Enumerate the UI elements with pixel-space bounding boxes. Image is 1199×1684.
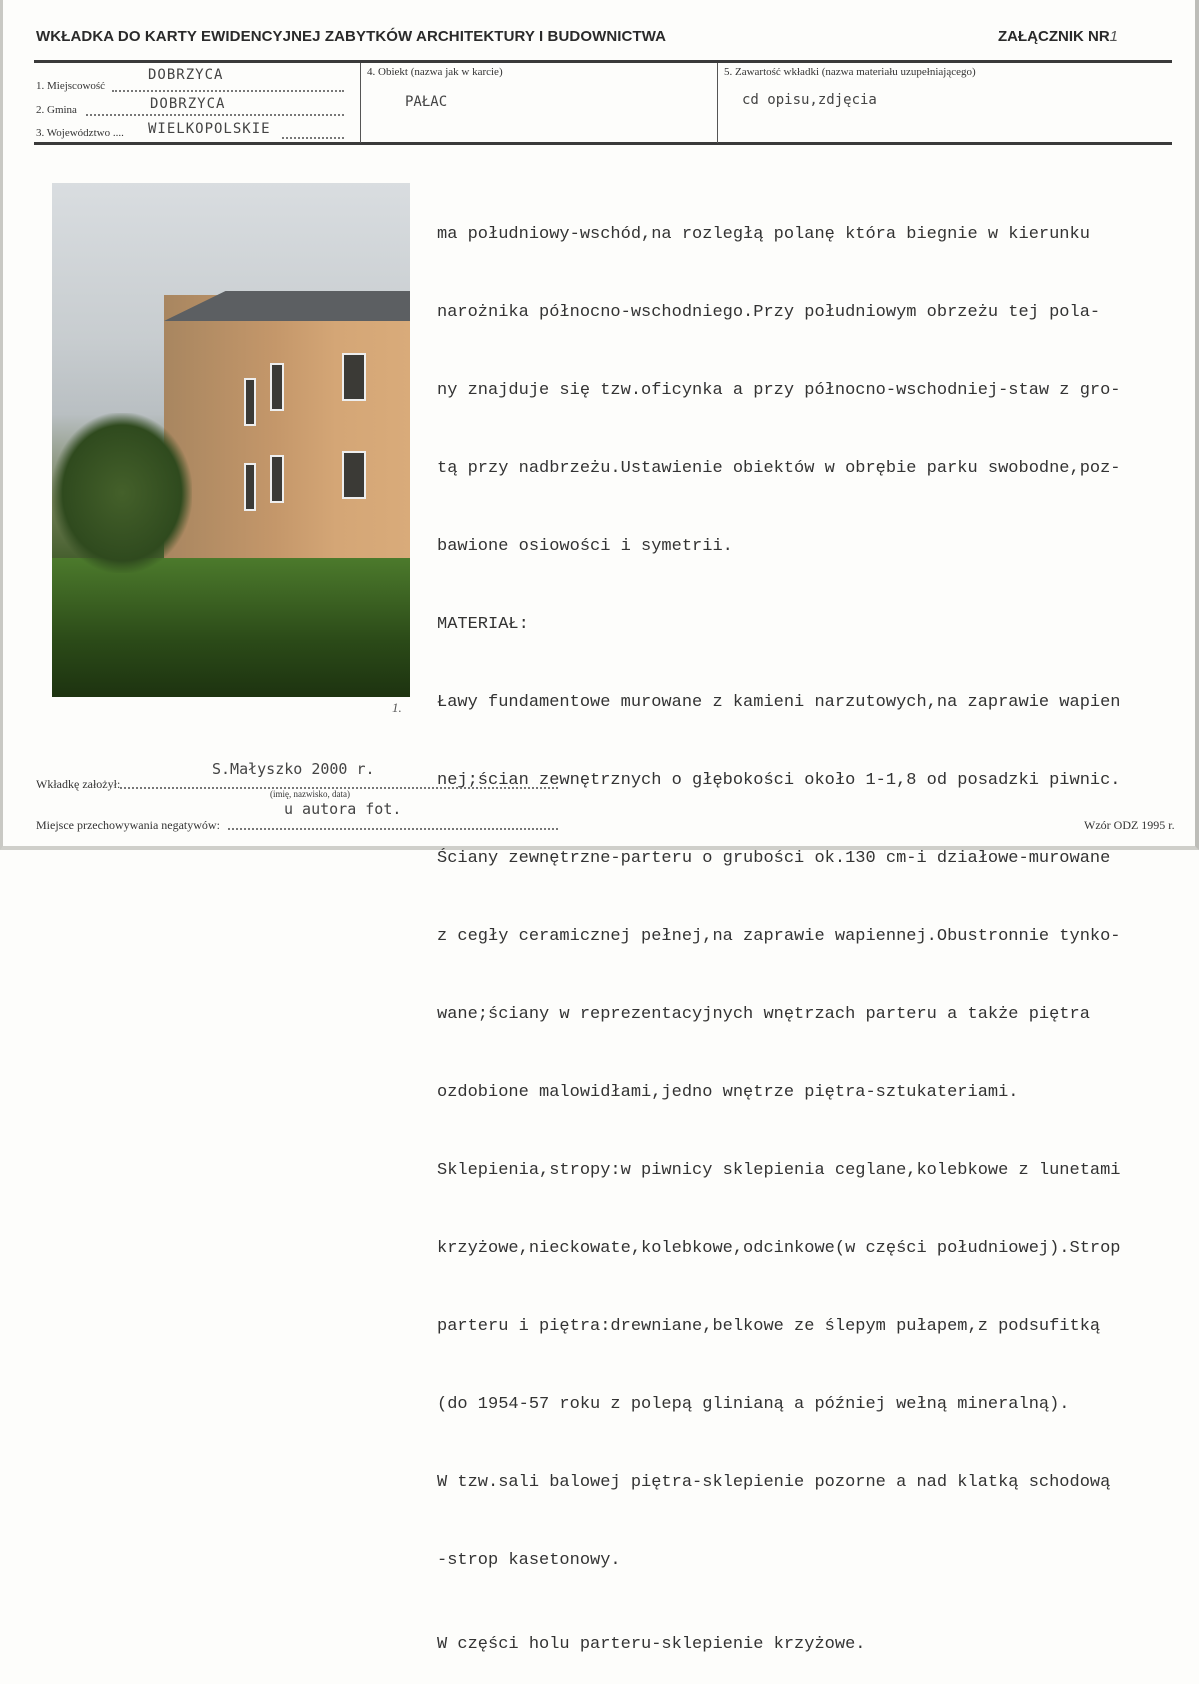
header-top-rule xyxy=(34,60,1172,63)
text-line: krzyżowe,nieckowate,kolebkowe,odcinkowe(w części południowej).Strop xyxy=(437,1239,1121,1258)
object-value: PAŁAC xyxy=(405,94,448,110)
locality-value: DOBRZYCA xyxy=(148,67,224,83)
photo-window xyxy=(244,378,256,426)
text-line: Ściany zewnętrzne-parteru o grubości ok.130 cm-i działowe-murowane xyxy=(437,849,1111,868)
form-version: Wzór ODZ 1995 r. xyxy=(1084,818,1175,832)
voivodeship-label: 3. Województwo .... xyxy=(36,127,124,139)
text-line: ma południowy-wschód,na rozległą polanę która biegnie w kierunku xyxy=(437,225,1090,244)
text-line: -strop kasetonowy. xyxy=(437,1551,621,1570)
voivodeship-dots xyxy=(282,137,344,139)
photo-window xyxy=(342,353,366,401)
text-line: z cegły ceramicznej pełnej,na zaprawie wapiennej.Obustronnie tynko- xyxy=(437,927,1121,946)
photo-lawn xyxy=(52,558,410,697)
text-line: tą przy nadbrzeżu.Ustawienie obiektów w obrębie parku swobodne,poz- xyxy=(437,459,1121,478)
text-line: ozdobione malowidłami,jedno wnętrze piętra-sztukateriami. xyxy=(437,1083,1019,1102)
photo-window xyxy=(270,455,284,503)
text-line: narożnika północno-wschodniego.Przy południowym obrzeżu tej pola- xyxy=(437,303,1101,322)
negatives-label: Miejsce przechowywania negatywów: xyxy=(36,818,220,832)
author-value: S.Małyszko 2000 r. xyxy=(212,760,375,778)
text-line: (do 1954-57 roku z polepą glinianą a później wełną mineralną). xyxy=(437,1395,1070,1414)
author-hint: (imię, nazwisko, data) xyxy=(270,789,350,799)
description-text xyxy=(437,170,1121,1684)
negatives-value: u autora fot. xyxy=(284,800,402,818)
contents-label: 5. Zawartość wkładki (nazwa materiału uzupełniającego) xyxy=(724,66,976,78)
commune-value: DOBRZYCA xyxy=(150,96,226,112)
text-line: nej;ścian zewnętrznych o głębokości około 1-1,8 od posadzki piwnic. xyxy=(437,771,1121,790)
author-label: Wkładkę założył: xyxy=(36,777,121,791)
text-line: ny znajduje się tzw.oficynka a przy północno-wschodniej-staw z gro- xyxy=(437,381,1121,400)
text-line: bawione osiowości i symetrii. xyxy=(437,537,733,556)
voivodeship-value: WIELKOPOLSKIE xyxy=(148,121,271,137)
annex-label xyxy=(998,28,1118,45)
text-line: wane;ściany w reprezentacyjnych wnętrzach parteru a także piętra xyxy=(437,1005,1090,1024)
annex-number: 1 xyxy=(1109,28,1118,45)
negatives-dots xyxy=(228,828,558,830)
text-line: parteru i piętra:drewniane,belkowe ze ślepym pułapem,z podsufitką xyxy=(437,1317,1101,1336)
column-divider xyxy=(360,63,361,143)
column-divider xyxy=(717,63,718,143)
text-line: W części holu parteru-sklepienie krzyżowe. xyxy=(437,1635,866,1654)
annex-label-text: ZAŁĄCZNIK NR xyxy=(998,28,1110,45)
photo-window xyxy=(342,451,366,499)
photo-tree xyxy=(52,413,192,573)
commune-dots xyxy=(86,114,344,116)
form-title: WKŁADKA DO KARTY EWIDENCYJNEJ ZABYTKÓW ARCHITEKTURY I BUDOWNICTWA xyxy=(36,28,667,45)
text-line: Ławy fundamentowe murowane z kamieni narzutowych,na zaprawie wapien xyxy=(437,693,1121,712)
photo-number: 1. xyxy=(392,700,402,715)
photo-window xyxy=(244,463,256,511)
text-line: Sklepienia,stropy:w piwnicy sklepienia ceglane,kolebkowe z lunetami xyxy=(437,1161,1121,1180)
palace-photo xyxy=(52,183,410,697)
photo-building xyxy=(164,295,410,563)
contents-value: cd opisu,zdjęcia xyxy=(742,92,877,108)
locality-label: 1. Miejscowość xyxy=(36,80,106,92)
photo-window xyxy=(270,363,284,411)
locality-dots xyxy=(112,90,344,92)
object-label: 4. Obiekt (nazwa jak w karcie) xyxy=(367,66,503,78)
text-line: W tzw.sali balowej piętra-sklepienie pozorne a nad klatką schodową xyxy=(437,1473,1111,1492)
section-heading: MATERIAŁ: xyxy=(437,615,529,634)
commune-label: 2. Gmina xyxy=(36,104,77,116)
header-bottom-rule xyxy=(34,142,1172,145)
